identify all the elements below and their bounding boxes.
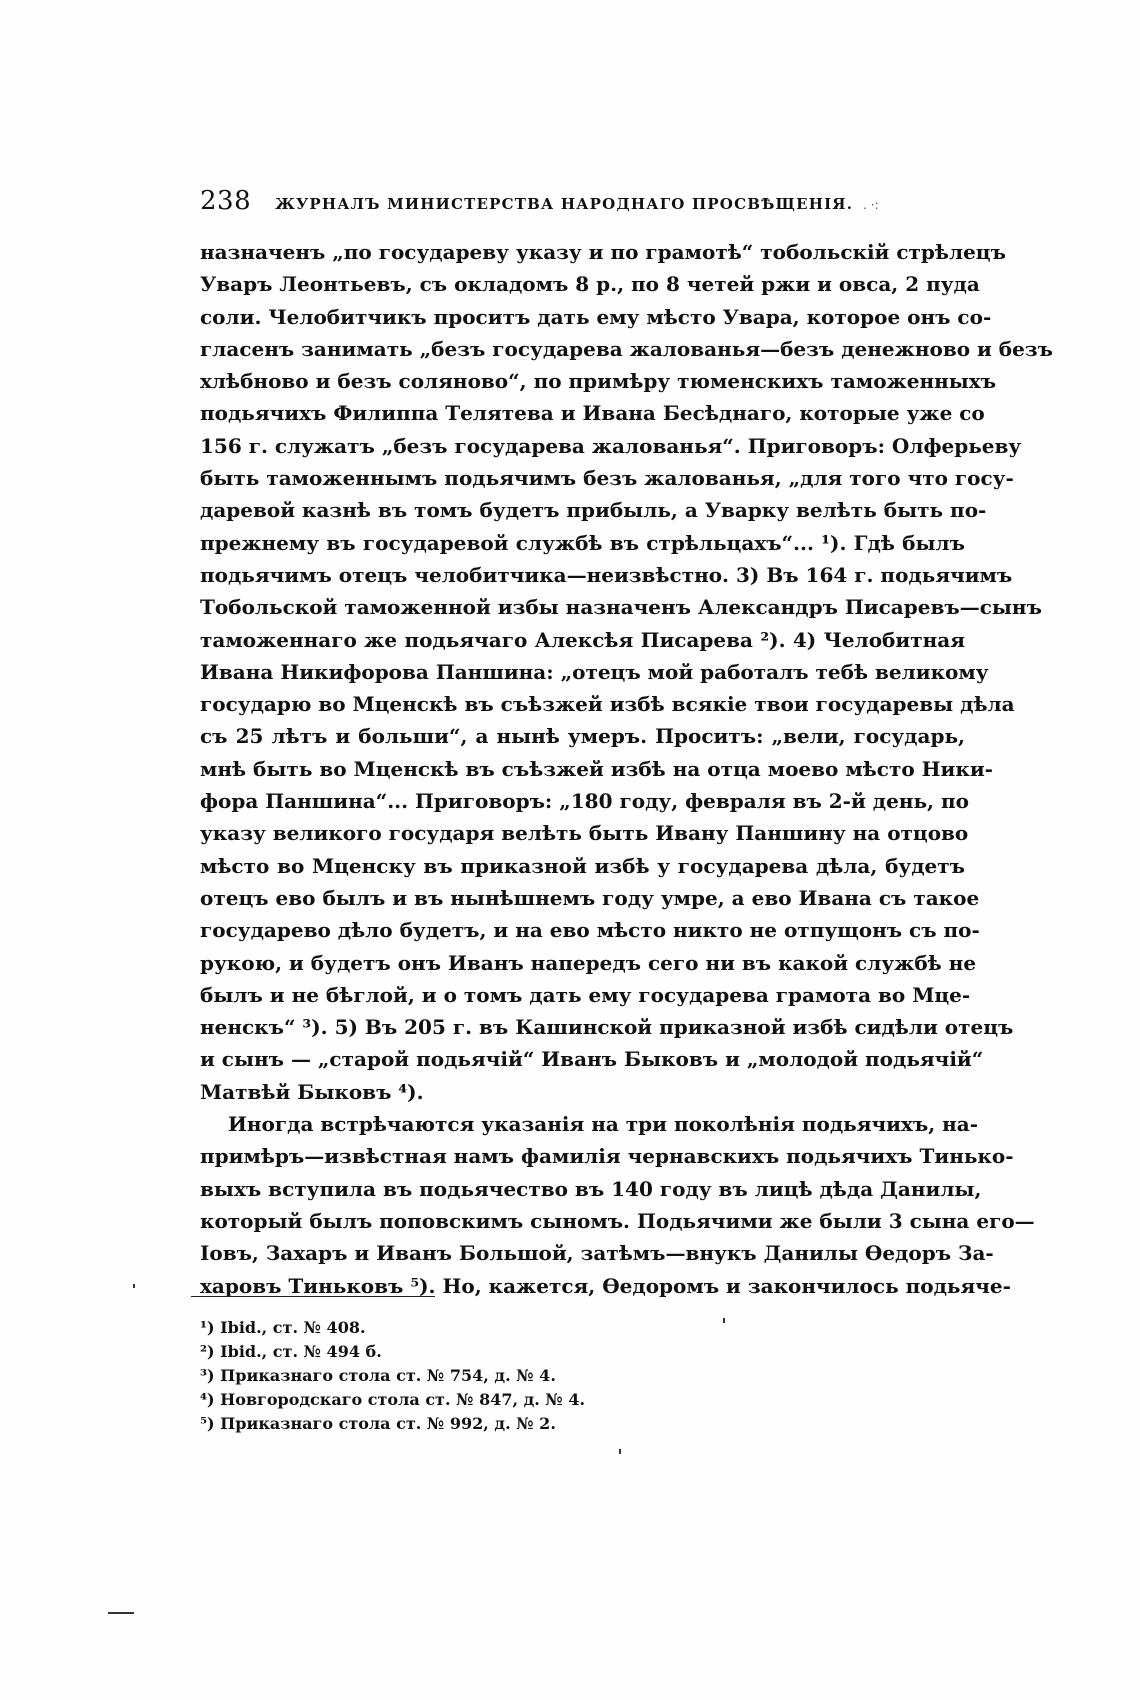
text-line: государево дѣло будетъ, и на ево мѣсто никто не отпущонъ съ по- [200, 918, 980, 943]
text-line: 156 г. служатъ „безъ государева жалованья“. Приговоръ: Олферьеву [200, 433, 1022, 458]
journal-title: ЖУРНАЛЪ МИНИСТЕРСТВА НАРОДНАГО ПРОСВѢЩЕНІЯ. [275, 195, 854, 213]
footnote: ³) Приказнаго стола ст. № 754, д. № 4. [200, 1366, 556, 1385]
text-line: Іовъ, Захаръ и Иванъ Большой, затѣмъ—внукъ Данилы Ѳедоръ За- [200, 1241, 994, 1266]
text-line: соли. Челобитчикъ проситъ дать ему мѣсто Увара, которое онъ со- [200, 304, 992, 329]
text-line: ненскъ“ ³). 5) Въ 205 г. въ Кашинской приказной избѣ сидѣли отецъ [200, 1015, 1014, 1040]
text-line: подьячимъ отецъ челобитчика—неизвѣстно. 3) Въ 164 г. подьячимъ [200, 562, 1013, 587]
text-line: который былъ поповскимъ сыномъ. Подьячими же были 3 сына его— [200, 1208, 1035, 1233]
text-line: былъ и не бѣглой, и о томъ дать ему государева грамота во Мце- [200, 982, 971, 1007]
text-line: фора Паншина“... Приговоръ: „180 году, февраля въ 2-й день, по [200, 789, 969, 814]
text-line: Тобольской таможенной избы назначенъ Александръ Писаревъ—сынъ [200, 595, 1042, 620]
text-line: быть таможеннымъ подьячимъ безъ жалованья, „для того что госу- [200, 466, 1014, 491]
text-line: указу великого государя велѣть быть Ивану Паншину на отцово [200, 821, 969, 846]
text-line: прежнему въ государевой службѣ въ стрѣльцахъ“... ¹). Гдѣ былъ [200, 530, 965, 555]
text-line: мѣсто во Мценску въ приказной избѣ у государева дѣла, будетъ [200, 853, 965, 878]
footnotes [200, 1316, 800, 1436]
stray-marks: . ·: [863, 198, 879, 212]
text-line: Уваръ Леонтьевъ, съ окладомъ 8 р., по 8 четей ржи и овса, 2 пуда [200, 272, 980, 297]
text-line: отецъ ево былъ и въ нынѣшнемъ году умре, а ево Ивана съ такое [200, 885, 980, 910]
footnote: ⁴) Новгородскаго стола ст. № 847, д. № 4. [200, 1390, 586, 1409]
text-line: хлѣбново и безъ соляново“, по примѣру тюменскихъ таможенныхъ [200, 369, 997, 394]
scan-speck [133, 1284, 135, 1288]
text-line: и сынъ — „старой подьячій“ Иванъ Быковъ и „молодой подьячій“ [200, 1047, 984, 1072]
scan-speck [108, 1612, 134, 1614]
text-line: мнѣ быть во Мценскѣ въ съѣзжей избѣ на отца моево мѣсто Ники- [200, 756, 993, 781]
text-line: гласенъ занимать „безъ государева жалованья—безъ денежново и безъ [200, 336, 1053, 361]
body-text [200, 236, 1053, 1302]
text-line: рукою, и будетъ онъ Иванъ напередъ сего ни въ какой службѣ не [200, 950, 977, 975]
text-line: Матвѣй Быковъ ⁴). [200, 1079, 424, 1104]
footnote: ⁵) Приказнаго стола ст. № 992, д. № 2. [200, 1414, 556, 1433]
scan-speck [619, 1449, 621, 1454]
text-line: выхъ вступила въ подьячество въ 140 году въ лицѣ дѣда Данилы, [200, 1176, 982, 1201]
paragraph-start-line: Иногда встрѣчаются указанія на три поколѣнія подьячихъ, на- [228, 1112, 979, 1137]
scan-speck [723, 1318, 725, 1323]
footnote: ²) Ibid., ст. № 494 б. [200, 1342, 382, 1361]
text-line: даревой казнѣ въ томъ будетъ прибыль, а Уварку велѣть быть по- [200, 498, 987, 523]
text-line: примѣръ—извѣстная намъ фамилія чернавскихъ подьячихъ Тинько- [200, 1144, 1014, 1169]
text-line: государю во Мценскѣ въ съѣзжей избѣ всякіе твои государевы дѣла [200, 692, 1015, 717]
footnote-rule [191, 1296, 435, 1297]
footnote: ¹) Ibid., ст. № 408. [200, 1318, 366, 1337]
text-line: съ 25 лѣтъ и больши“, а нынѣ умеръ. Проситъ: „вели, государь, [200, 724, 965, 749]
text-line: Ивана Никифорова Паншина: „отецъ мой работалъ тебѣ великому [200, 659, 989, 684]
text-line: подьячихъ Филиппа Телятева и Ивана Бесѣднаго, которые уже со [200, 401, 985, 426]
page-number: 238 [200, 186, 252, 216]
text-line: харовъ Тиньковъ ⁵). Но, кажется, Ѳедоромъ и закончилось подьяче- [200, 1273, 1011, 1298]
text-line: назначенъ „по государеву указу и по грамотѣ“ тобольскій стрѣлецъ [200, 240, 1006, 264]
running-head [200, 186, 940, 220]
text-line: таможеннаго же подьячаго Алексѣя Писарева ²). 4) Челобитная [200, 627, 965, 652]
